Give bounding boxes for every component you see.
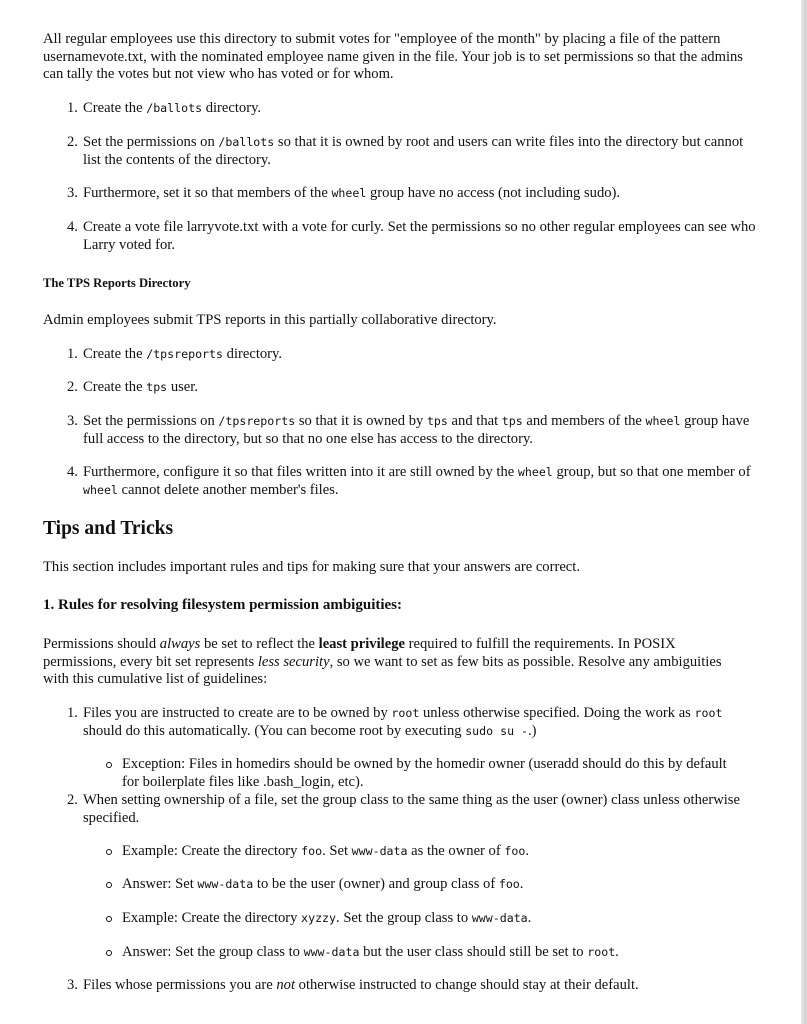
group-code: wheel bbox=[331, 186, 367, 200]
page-edge-shadow bbox=[801, 0, 807, 1024]
rules-heading: 1. Rules for resolving filesystem permission ambiguities: bbox=[43, 597, 403, 613]
ballots-intro-paragraph: All regular employees use this directory to submit votes for "employee of the month" by placing a file of the pattern usernamevote.txt, with the nominated employee name given in the file. Your job is to set permissions so that the admins can tally the votes but not view who has voted or for whom. bbox=[43, 31, 743, 83]
rule-3: 3. Files whose permissions you are not otherwise instructed to change should stay at their default. bbox=[67, 977, 639, 993]
tps-steps-list-1 bbox=[43, 346, 763, 364]
rules-list-1 bbox=[43, 705, 748, 740]
rule-2: 2. When setting ownership of a file, set the group class to the same thing as the user (owner) class unless otherwise specified. bbox=[67, 792, 740, 826]
tps-steps-list-3 bbox=[43, 413, 763, 448]
rule-1: 1. Files you are instructed to create are to be owned by root unless otherwise specified. Doing the work as root should do this automatically. (You can become root by executing sudo su -.) bbox=[67, 705, 723, 739]
tps-steps-list-4 bbox=[43, 464, 763, 499]
rule-2-example-1: Example: Create the directory foo. Set www-data as the owner of foo. bbox=[43, 843, 743, 861]
ballots-step-4: 4. Create a vote file larryvote.txt with a vote for curly. Set the permissions so no other regular employees can see who Larry voted for. bbox=[67, 219, 756, 253]
user-code: root bbox=[391, 706, 420, 720]
tps-section-heading: The TPS Reports Directory bbox=[43, 276, 191, 290]
rule-2-sublist-3 bbox=[43, 910, 743, 928]
circle-bullet-icon bbox=[106, 882, 112, 888]
rule-2-answer-1: Answer: Set www-data to be the user (owner) and group class of foo. bbox=[43, 876, 743, 894]
ballots-step-2: 2. Set the permissions on /ballots so that it is owned by root and users can write files into the directory but cannot list the contents of the directory. bbox=[67, 134, 744, 168]
rule-1-exception: Exception: Files in homedirs should be owned by the homedir owner (useradd should do this by default for boilerplate files like .bash_login, etc). bbox=[43, 756, 738, 791]
rules-list-3 bbox=[43, 977, 748, 995]
tips-intro-paragraph: This section includes important rules and tips for making sure that your answers are correct. bbox=[43, 559, 580, 575]
rule-2-sublist-2 bbox=[43, 876, 743, 894]
path-code: /ballots bbox=[218, 135, 275, 149]
rule-2-answer-2: Answer: Set the group class to www-data but the user class should still be set to root. bbox=[43, 944, 743, 962]
tps-step-3: 3. Set the permissions on /tpsreports so that it is owned by tps and that tps and members of the wheel group have full access to the directory, but so that no one else has access to the directory. bbox=[67, 413, 750, 447]
path-code: /ballots bbox=[146, 101, 203, 115]
rules-list-2 bbox=[43, 792, 748, 827]
ballots-steps-list-4 bbox=[43, 219, 763, 254]
group-code: wheel bbox=[517, 465, 553, 479]
ballots-steps-list-2 bbox=[43, 134, 763, 169]
tps-steps-list-2 bbox=[43, 379, 763, 397]
circle-bullet-icon bbox=[106, 762, 112, 768]
rule-2-example-2: Example: Create the directory xyzzy. Set the group class to www-data. bbox=[43, 910, 743, 928]
user-code: tps bbox=[426, 414, 448, 428]
user-code: tps bbox=[501, 414, 523, 428]
ballots-step-3: 3. Furthermore, set it so that members of the wheel group have no access (not including sudo). bbox=[67, 185, 621, 201]
path-code: /tpsreports bbox=[146, 347, 223, 361]
rules-paragraph: Permissions should always be set to reflect the least privilege required to fulfill the requirements. In POSIX permissions, every bit set represents less security, so we want to set as few bits as possible. Resolve any ambiguities with this cumulative list of guidelines: bbox=[43, 636, 722, 688]
ballots-step-1: 1. Create the /ballots directory. bbox=[67, 100, 262, 116]
user-code: tps bbox=[146, 380, 168, 394]
tps-step-2: 2. Create the tps user. bbox=[67, 379, 198, 395]
tps-intro-paragraph: Admin employees submit TPS reports in this partially collaborative directory. bbox=[43, 312, 497, 328]
tips-heading: Tips and Tricks bbox=[43, 518, 174, 539]
circle-bullet-icon bbox=[106, 950, 112, 956]
user-code: root bbox=[694, 706, 723, 720]
tps-step-1: 1. Create the /tpsreports directory. bbox=[67, 346, 283, 362]
rule-2-sublist-1 bbox=[43, 843, 743, 861]
rule-2-sublist-4 bbox=[43, 944, 743, 962]
circle-bullet-icon bbox=[106, 849, 112, 855]
ballots-steps-list-3 bbox=[43, 185, 763, 203]
command-code: sudo su - bbox=[465, 723, 529, 738]
ballots-steps-list bbox=[43, 100, 763, 118]
tps-step-4: 4. Furthermore, configure it so that files written into it are still owned by the wheel group, but so that one member of wheel cannot delete another member's files. bbox=[67, 464, 751, 498]
circle-bullet-icon bbox=[106, 916, 112, 922]
path-code: /tpsreports bbox=[218, 414, 296, 428]
group-code: wheel bbox=[83, 482, 118, 497]
group-code: wheel bbox=[645, 414, 681, 428]
rule-1-sublist bbox=[43, 756, 738, 791]
